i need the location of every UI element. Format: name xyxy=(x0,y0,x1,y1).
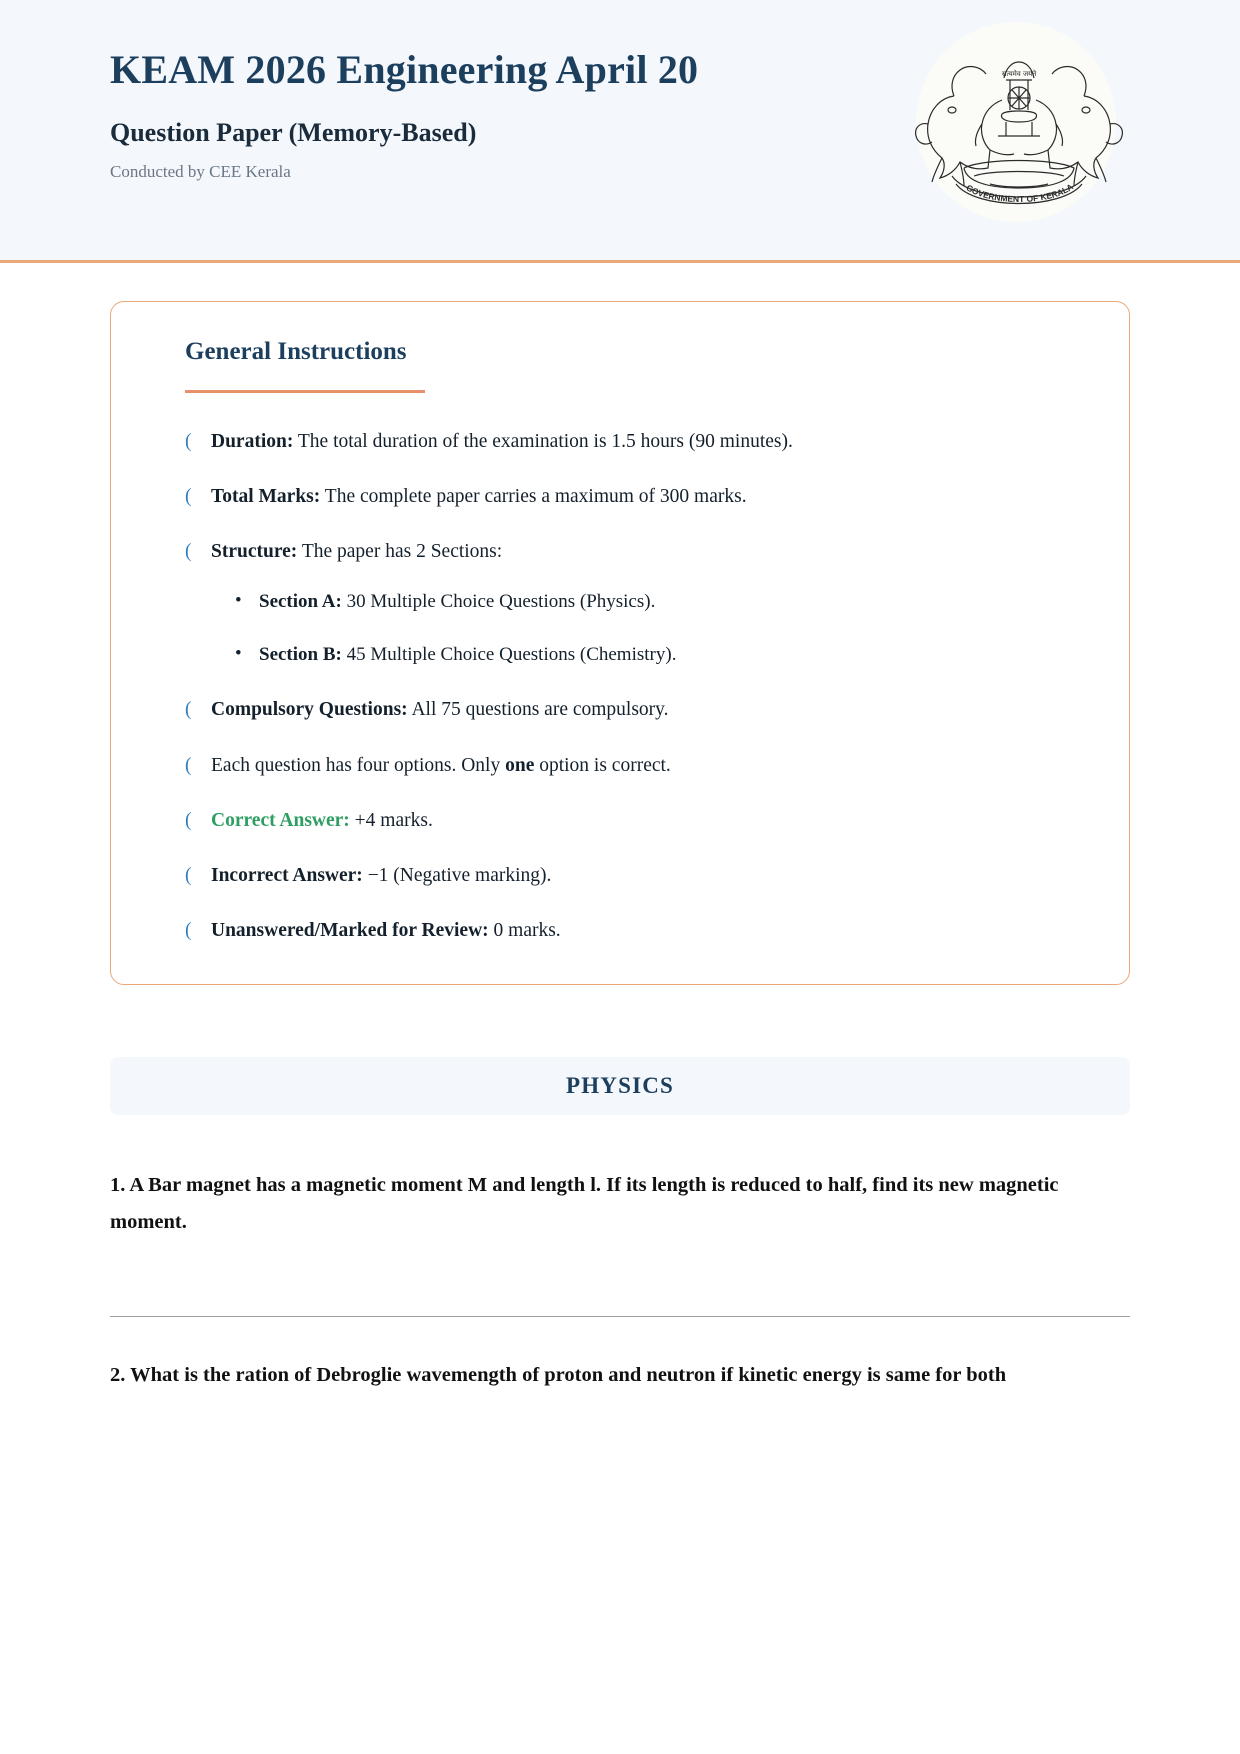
instructions-title: General Instructions xyxy=(185,338,407,365)
bullet-icon: ( xyxy=(185,809,192,831)
instruction-unanswered xyxy=(151,916,1089,945)
bullet-icon: ( xyxy=(185,920,192,942)
instruction-incorrect-answer xyxy=(151,861,1089,890)
page-subtitle: Question Paper (Memory-Based) xyxy=(110,118,477,147)
instruction-correct-answer xyxy=(151,806,1089,835)
instruction-label: Structure: xyxy=(211,541,298,562)
instruction-structure xyxy=(151,537,1089,669)
kerala-government-emblem-icon xyxy=(894,18,1144,228)
instruction-text-pre: Each question has four options. Only xyxy=(211,754,506,776)
bullet-icon: ( xyxy=(185,541,192,562)
instruction-text: All 75 questions are compulsory. xyxy=(411,699,669,721)
section-b-label: Section B: xyxy=(259,643,342,665)
instruction-text: 0 marks. xyxy=(493,920,561,942)
instruction-label: Incorrect Answer: xyxy=(211,865,363,886)
instruction-label: Duration: xyxy=(211,430,294,452)
conducted-by-text: Conducted by CEE Kerala xyxy=(110,161,291,181)
title-underline-divider xyxy=(185,390,425,393)
section-sub-list xyxy=(211,588,1089,669)
question-divider xyxy=(110,1316,1130,1317)
instruction-label: Total Marks: xyxy=(211,485,321,507)
instruction-text: The paper has 2 Sections: xyxy=(301,541,503,562)
instruction-text: The total duration of the examination is 1.5 hours (90 minutes). xyxy=(297,430,793,452)
question-number: 1. xyxy=(110,1173,126,1196)
question-item-1 xyxy=(110,1167,1130,1243)
section-b-text: 45 Multiple Choice Questions (Chemistry). xyxy=(346,643,677,665)
dot-bullet-icon: • xyxy=(235,642,242,664)
general-instructions-box xyxy=(110,301,1130,985)
bullet-icon: ( xyxy=(185,865,192,886)
instruction-label: Correct Answer: xyxy=(211,809,350,831)
section-banner-physics xyxy=(110,1057,1130,1115)
question-text: What is the ration of Debroglie wavemength of proton and neutron if kinetic energy is same for both xyxy=(130,1364,1007,1387)
bullet-icon: ( xyxy=(185,485,192,507)
instruction-options xyxy=(151,751,1089,780)
question-text: A Bar magnet has a magnetic moment M and length l. If its length is reduced to half, find its new magnetic moment. xyxy=(110,1173,1059,1234)
instruction-text-post: option is correct. xyxy=(534,754,671,776)
instructions-list xyxy=(151,427,1089,946)
instruction-text: −1 (Negative marking). xyxy=(367,865,552,886)
section-banner-label: PHYSICS xyxy=(565,1072,675,1098)
instruction-duration xyxy=(151,427,1089,456)
section-b-item xyxy=(211,641,1089,670)
section-a-text: 30 Multiple Choice Questions (Physics). xyxy=(346,591,656,613)
instruction-label: Unanswered/Marked for Review: xyxy=(211,920,489,942)
instruction-compulsory xyxy=(151,695,1089,724)
page-title: KEAM 2026 Engineering April 20 xyxy=(110,47,699,92)
instruction-total-marks xyxy=(151,482,1089,511)
instruction-text-emphasis: one xyxy=(505,754,535,776)
section-a-label: Section A: xyxy=(259,591,342,613)
instruction-label: Compulsory Questions: xyxy=(211,699,408,721)
dot-bullet-icon: • xyxy=(235,590,242,612)
svg-text:GOVERNMENT OF KERALA: GOVERNMENT OF KERALA xyxy=(964,181,1075,205)
question-item-2 xyxy=(110,1357,1130,1395)
question-number: 2. xyxy=(110,1364,126,1387)
bullet-icon: ( xyxy=(185,754,192,776)
page-header xyxy=(0,0,1240,263)
svg-text:सत्यमेव जयते: सत्यमेव जयते xyxy=(1001,70,1037,78)
bullet-icon: ( xyxy=(185,699,192,721)
questions-list xyxy=(0,1167,1240,1396)
instruction-text: The complete paper carries a maximum of 300 marks. xyxy=(324,485,747,507)
section-a-item xyxy=(211,588,1089,617)
instruction-text: +4 marks. xyxy=(354,809,433,831)
bullet-icon: ( xyxy=(185,430,192,452)
